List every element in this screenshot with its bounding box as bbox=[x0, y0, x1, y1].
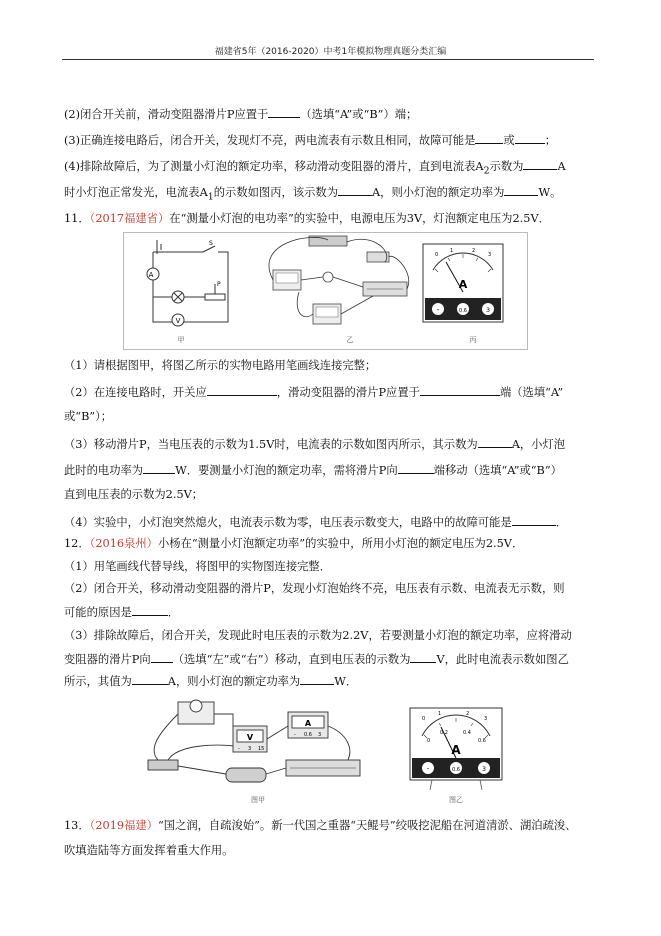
q10-p3-text: (3)正确连接电路后，闭合开关，发现灯不亮，两电流表有示数且相同，故障可能是 bbox=[64, 134, 476, 147]
scale-label: 1 bbox=[438, 711, 442, 717]
answer-blank[interactable] bbox=[207, 384, 277, 396]
q11-s2-line2: 或“B”）； bbox=[64, 410, 113, 423]
question-source: （2016泉州） bbox=[89, 537, 158, 550]
q10-p4-text4: 的示数如图丙，该示数为 bbox=[213, 186, 339, 199]
scale-label: 0 bbox=[435, 252, 439, 258]
q12-s3-line2 bbox=[64, 651, 569, 667]
answer-blank[interactable] bbox=[132, 604, 168, 616]
answer-blank[interactable] bbox=[523, 158, 557, 170]
q11-s2-text2: ，滑动变阻器的滑片P应置于 bbox=[276, 386, 420, 399]
q13-stem-line1 bbox=[64, 818, 576, 833]
fig-label-bing: 丙 bbox=[469, 336, 477, 344]
scale-label: 0.4 bbox=[463, 730, 471, 736]
terminal-label: - bbox=[294, 732, 296, 738]
question-stem: 小杨在“测量小灯泡额定功率”的实验中，所用小灯泡的额定电压为2.5V． bbox=[157, 537, 524, 550]
question-number: 11． bbox=[64, 212, 90, 225]
question-number: 13． bbox=[64, 819, 90, 832]
q11-s3-line3: 直到电压表的示数为2.5V； bbox=[64, 488, 204, 501]
terminal-label: - bbox=[238, 746, 240, 752]
q12-s3-text2: （选填“左”或“右”）移动，直到电压表的示数为 bbox=[172, 653, 411, 666]
meter-letter: A bbox=[451, 743, 461, 757]
terminal-label: 0.6 bbox=[459, 308, 467, 314]
page-header: 福建省5年（2016-2020）中考1年模拟物理真题分类汇编 bbox=[214, 47, 447, 57]
header-rule bbox=[62, 59, 594, 60]
q12-s3-text5: A，则小灯泡的额定功率为 bbox=[167, 675, 301, 688]
scale-label: 2 bbox=[466, 711, 470, 717]
answer-blank[interactable] bbox=[268, 106, 300, 118]
answer-blank[interactable] bbox=[143, 462, 175, 474]
scale-label: 0 bbox=[427, 738, 431, 744]
q10-part2 bbox=[64, 106, 417, 122]
q11-s1: （1）请根据图甲，将图乙所示的实物电路用笔画线连接完整； bbox=[64, 359, 377, 372]
question-stem: 在“测量小灯泡的电功率”的实验中，电源电压为3V，灯泡额定电压为2.5V． bbox=[169, 212, 550, 225]
fig-label-jia: 甲 bbox=[177, 336, 185, 344]
answer-blank[interactable] bbox=[410, 651, 436, 663]
ammeter-symbol: A bbox=[148, 271, 154, 279]
scale-label: 0.2 bbox=[440, 730, 448, 736]
q12-s3-text: 变阻器的滑片P向 bbox=[64, 653, 151, 666]
q11-s3-line2 bbox=[64, 462, 562, 478]
q10-p3-or: 或 bbox=[503, 134, 515, 147]
q12-s3-line3 bbox=[64, 673, 357, 689]
q10-p3-end: ； bbox=[544, 134, 557, 147]
physical-circuit-jia bbox=[148, 700, 360, 782]
q12-stem bbox=[64, 536, 523, 551]
q10-part4-line1 bbox=[64, 158, 566, 178]
q10-part4-line2 bbox=[64, 184, 561, 204]
answer-blank[interactable] bbox=[420, 384, 500, 396]
terminal-label: 3 bbox=[486, 307, 490, 314]
answer-blank[interactable] bbox=[512, 514, 556, 526]
q10-p4-text5: A，则小灯泡的额定功率为 bbox=[372, 186, 505, 199]
scale-label: 0 bbox=[422, 716, 426, 722]
q13-stem-line2: 吹填造陆等方面发挥着重大作用。 bbox=[64, 844, 234, 857]
subscript: 1 bbox=[207, 191, 214, 203]
q11-s4 bbox=[64, 514, 567, 530]
terminal-label: 0.6 bbox=[452, 767, 460, 773]
terminal-label: - bbox=[436, 306, 440, 314]
q11-s2-text3: 端（选填“A” bbox=[499, 386, 564, 399]
terminal-label: - bbox=[426, 765, 430, 773]
scale-label: 2 bbox=[472, 248, 476, 254]
q10-p4-text: (4)排除故障后，为了测量小灯泡的额定功率，移动滑动变阻器的滑片，直到电流表A bbox=[64, 160, 484, 173]
q12-s2-text: 可能的原因是 bbox=[64, 606, 132, 619]
terminal-label: 3 bbox=[482, 766, 486, 773]
q11-s2-text: （2）在连接电路时，开关应 bbox=[64, 386, 207, 399]
unit-a: A bbox=[557, 160, 566, 173]
q11-s3-text3: 此时的电功率为 bbox=[64, 464, 144, 477]
slider-label: P bbox=[217, 281, 221, 288]
question-stem: “国之润，自疏浚始”。新一代国之重器“天鲲号”绞吸挖泥船在河道清淤、湖泊疏浚、 bbox=[157, 819, 577, 832]
q11-stem bbox=[64, 211, 550, 226]
terminal-label: 15 bbox=[258, 746, 265, 752]
question-number: 12． bbox=[64, 537, 90, 550]
q11-s3-text5: 端移动（选填“A”或“B”） bbox=[433, 464, 562, 477]
meter-letter: A bbox=[458, 278, 468, 291]
scale-label: 0.6 bbox=[478, 738, 486, 744]
voltmeter-symbol: V bbox=[175, 317, 181, 325]
fig-label-yi: 乙 bbox=[346, 336, 354, 344]
answer-blank[interactable] bbox=[338, 184, 372, 196]
fig-label-jia: 图甲 bbox=[251, 796, 265, 804]
answer-blank[interactable] bbox=[504, 184, 538, 196]
q12-s2-end: ． bbox=[167, 606, 180, 619]
q12-s3-line1: （3）排除故障后，闭合开关，发现此时电压表的示数为2.2V，若要测量小灯泡的额定功率，应将滑动 bbox=[64, 629, 572, 642]
terminal-label: 3 bbox=[318, 732, 322, 738]
q10-p4-text6: W。 bbox=[538, 186, 562, 199]
answer-blank[interactable] bbox=[398, 462, 434, 474]
q12-s1: （1）用笔画线代替导线，将图甲的实物图连接完整． bbox=[64, 560, 332, 573]
answer-blank[interactable] bbox=[515, 132, 545, 144]
terminal-label: 0.6 bbox=[304, 732, 312, 738]
ammeter-letter: A bbox=[304, 719, 312, 728]
q12-s3-text4: 所示，其值为 bbox=[64, 675, 132, 688]
q10-part3 bbox=[64, 132, 556, 148]
answer-blank[interactable] bbox=[132, 673, 168, 685]
q11-s3-text2: A，小灯泡 bbox=[511, 438, 566, 451]
q12-s3-end: W． bbox=[334, 675, 358, 688]
scale-label: 1 bbox=[450, 248, 454, 254]
scale-label: 3 bbox=[484, 716, 488, 722]
q10-p4-text3: 时小灯泡正常发光，电流表A bbox=[64, 186, 208, 199]
q11-s3-text4: W．要测量小灯泡的额定功率，需将滑片P向 bbox=[175, 464, 398, 477]
q12-s3-text3: V，此时电流表示数如图乙 bbox=[436, 653, 569, 666]
answer-blank[interactable] bbox=[478, 436, 512, 448]
subscript: 2 bbox=[483, 165, 490, 177]
q11-figure bbox=[123, 232, 528, 350]
question-source: （2017福建省） bbox=[89, 212, 170, 225]
voltmeter-letter: V bbox=[246, 733, 254, 742]
q11-s3-line1 bbox=[64, 436, 565, 452]
q11-s4-text: （4）实验中，小灯泡突然熄火，电流表示数为零，电压表示数变大，电路中的故障可能是 bbox=[64, 516, 512, 529]
scale-label: 3 bbox=[488, 252, 492, 258]
answer-blank[interactable] bbox=[151, 651, 173, 663]
q10-p2-text2: （选填“A”或“B”）端； bbox=[300, 108, 418, 121]
fig-label-yi: 图乙 bbox=[449, 796, 463, 804]
q10-p2-text: (2)闭合开关前，滑动变阻器滑片P应置于 bbox=[64, 108, 269, 121]
answer-blank[interactable] bbox=[475, 132, 503, 144]
question-source: （2019福建） bbox=[89, 819, 158, 832]
terminal-label: 3 bbox=[248, 746, 252, 752]
q12-figure bbox=[138, 694, 518, 812]
q11-s4-end: ． bbox=[555, 516, 568, 529]
q12-s2-line2 bbox=[64, 604, 179, 620]
answer-blank[interactable] bbox=[300, 673, 334, 685]
q10-p4-text2: 示数为 bbox=[489, 160, 524, 173]
q11-s2-line1 bbox=[64, 384, 563, 400]
q11-s3-text: （3）移动滑片P，当电压表的示数为1.5V时，电流表的示数如图丙所示，其示数为 bbox=[64, 438, 478, 451]
q12-s2-line1: （2）闭合开关，移动滑动变阻器的滑片P，发现小灯泡始终不亮，电压表有示数、电流表无示数，则 bbox=[64, 582, 565, 595]
switch-label: S bbox=[209, 240, 213, 247]
